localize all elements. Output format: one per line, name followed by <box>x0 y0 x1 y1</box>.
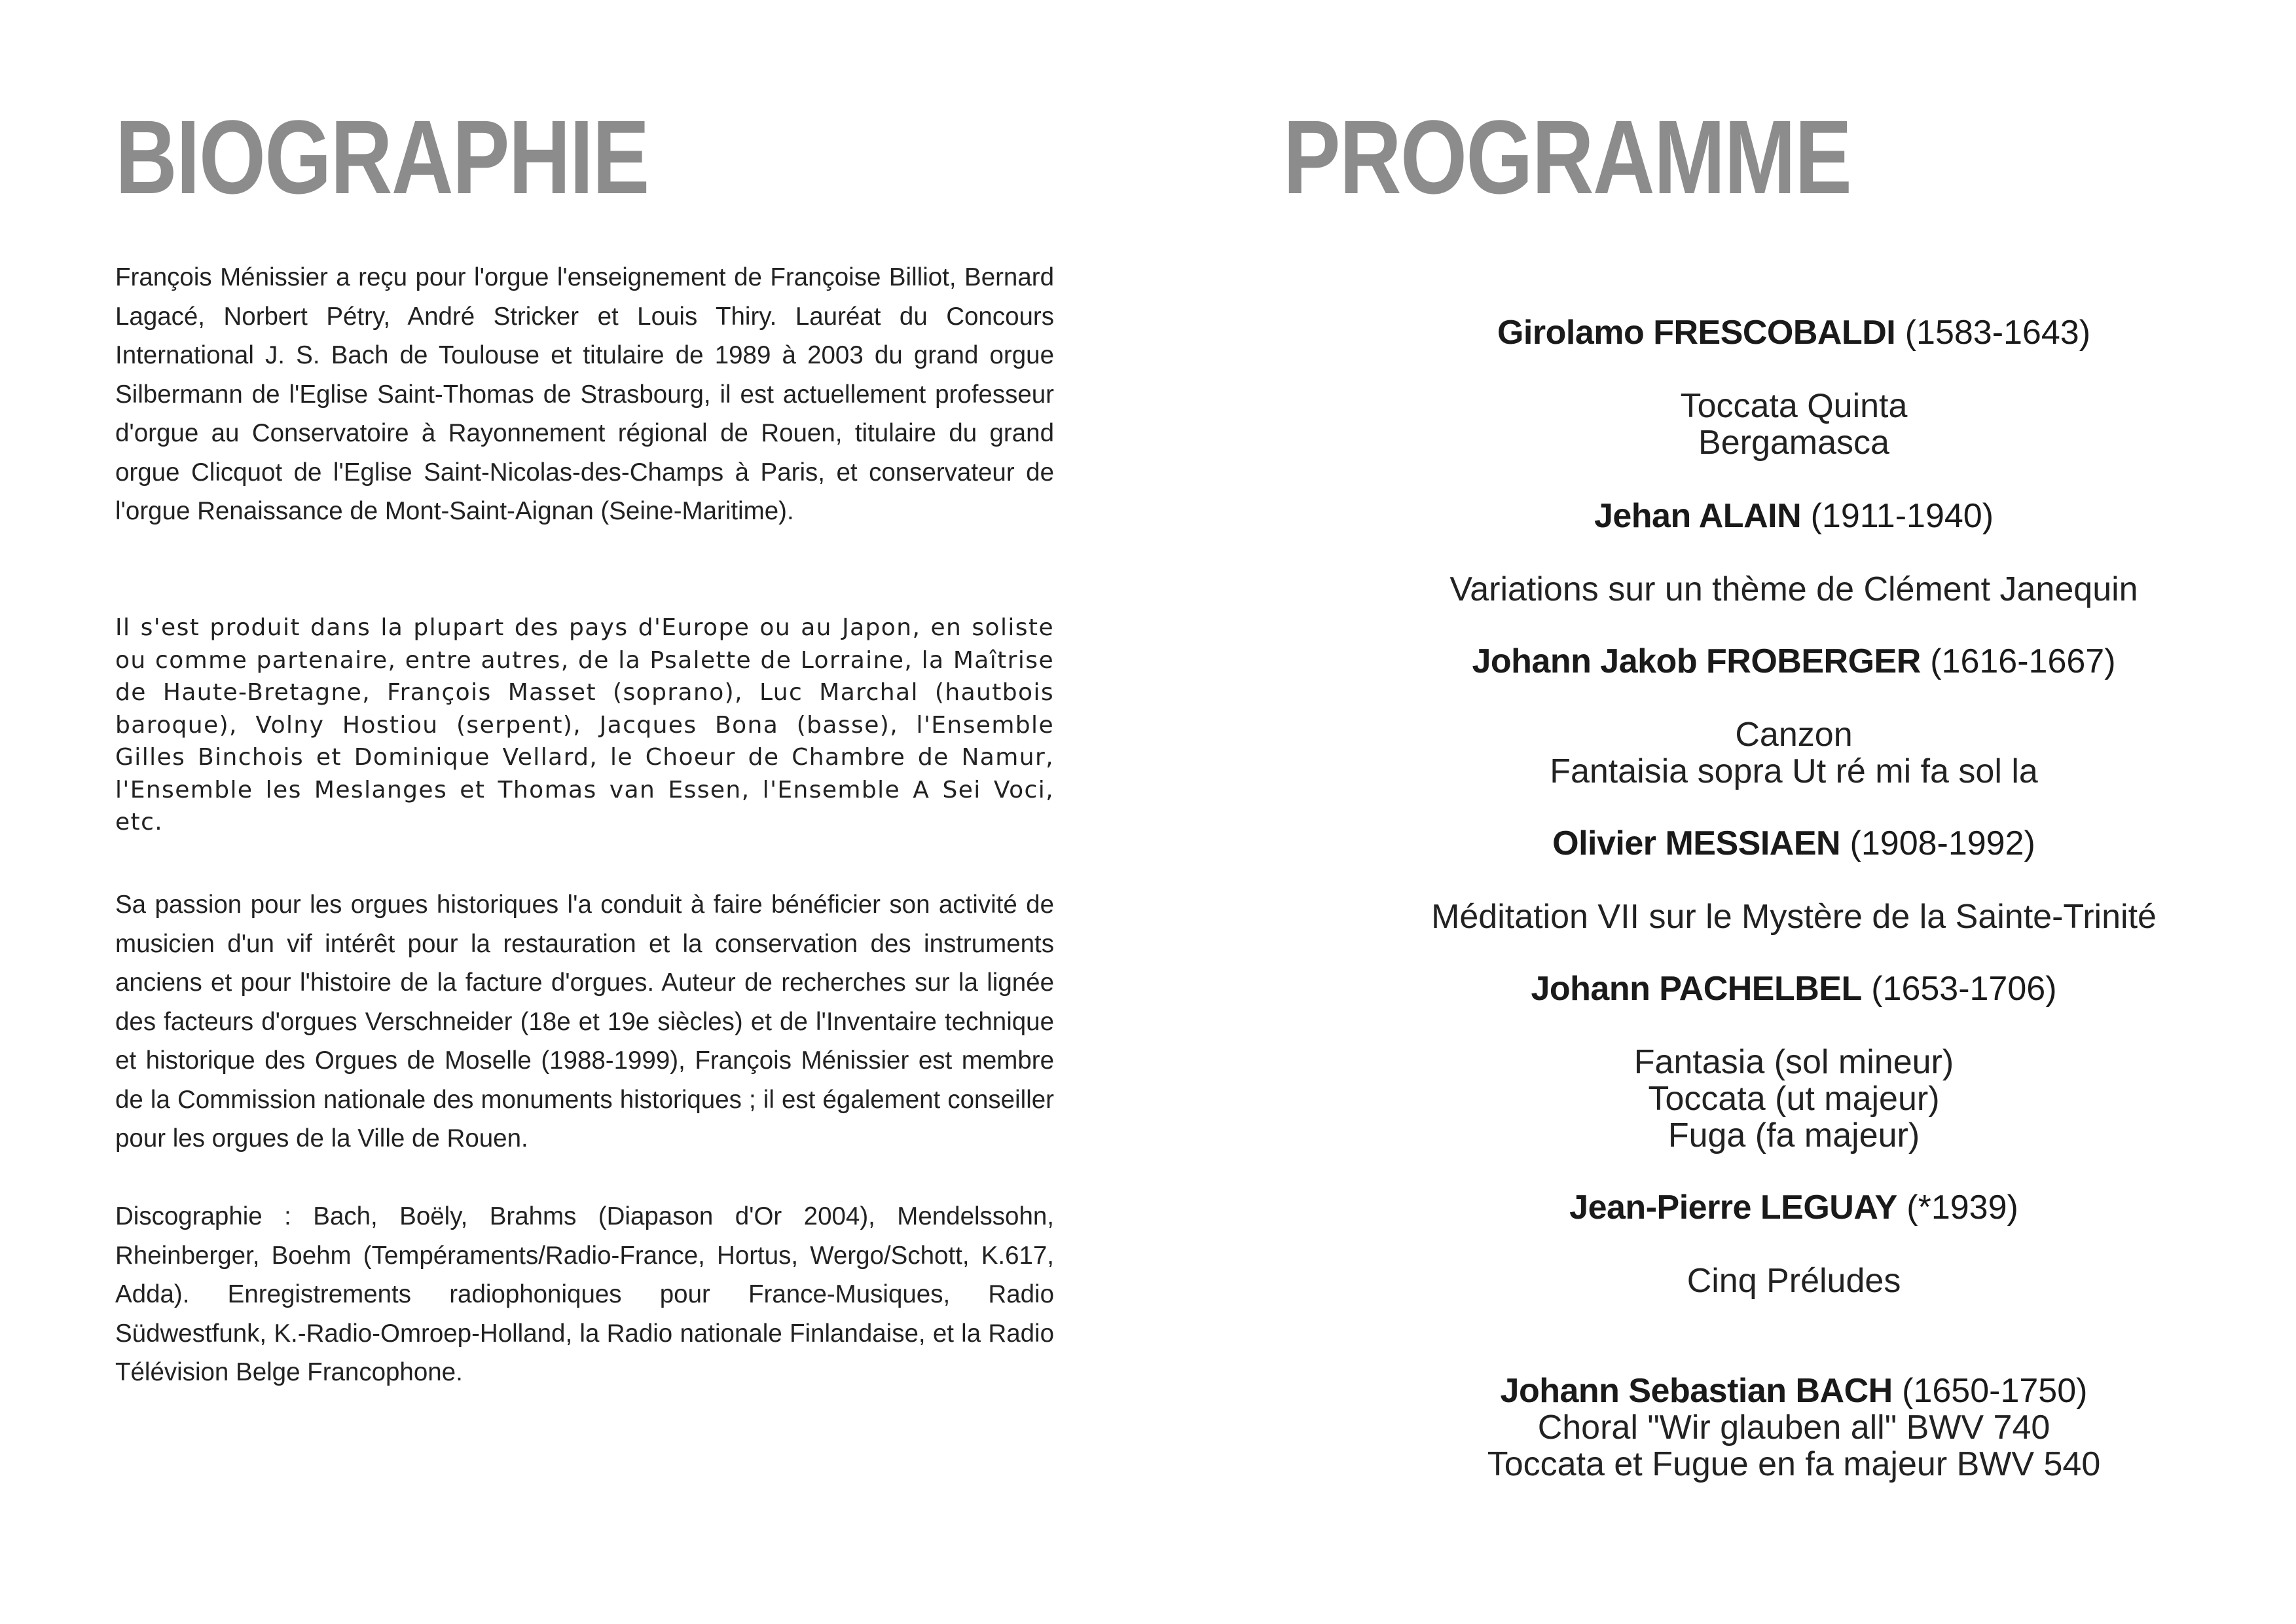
bio-paragraph-text: Sa passion pour les orgues historiques l'a conduit à faire bénéficier son activité de musicien d'un vif intérêt pour la restauration et la conservation des instruments anciens et pour l'histoire de la facture d'orgues. Auteur de recherches sur la lignée des facteurs d'orgues Verschneider (18e et 19e siècles) et de l'Inventaire technique et historique des Orgues de Moselle (1988-1999), François Ménissier est membre de la Commission nationale des monuments historiques ; il est également conseiller pour les orgues de la Ville de Rouen. <box>115 891 1054 1153</box>
programme-entry <box>1362 825 2226 935</box>
bio-paragraph <box>115 885 1054 1158</box>
work-title: Toccata et Fugue en fa majeur BWV 540 <box>1487 1445 2101 1483</box>
work-title: Cinq Préludes <box>1686 1262 1901 1300</box>
work-title: Toccata Quinta <box>1680 387 1908 425</box>
bio-paragraph-text: Il s'est produit dans la plupart des pays d'Europe ou au Japon, en soliste ou comme partenaire, entre autres, de la Psalette de Lorraine, la Maîtrise de Haute-Bretagne, François Masset (soprano), Luc Marchal (hautbois baroque), Volny Hostiou (serpent), Jacques Bona (basse), l'Ensemble Gilles Binchois et Dominique Vellard, le Choeur de Chambre de Namur, l'Ensemble les Meslanges et Thomas van Essen, l'Ensemble A Sei Voci, etc. <box>115 614 1054 836</box>
work-title: Variations sur un thème de Clément Janequin <box>1449 570 2138 608</box>
work-title: Bergamasca <box>1698 424 1889 462</box>
programme-heading: PROGRAMME <box>1283 98 1851 215</box>
bio-paragraph <box>115 258 1054 531</box>
work-title: Canzon <box>1735 716 1853 754</box>
programme-entry <box>1362 498 2226 608</box>
work-title: Fuga (fa majeur) <box>1667 1116 1920 1154</box>
bio-paragraph <box>115 612 1054 839</box>
composer-dates: (1650-1750) <box>1902 1372 2088 1410</box>
bio-paragraph-text: Discographie : Bach, Boëly, Brahms (Diapason d'Or 2004), Mendelssohn, Rheinberger, Boehm (Tempéraments/Radio-France, Hortus, Wergo/Schott, K.617, Adda). Enregistrements radiophoniques pour France-Musiques, Radio Südwestfunk, K.-Radio-Omroep-Holland, la Radio nationale Finlandaise, et la Radio Télévision Belge Francophone. <box>115 1202 1054 1386</box>
composer-name: Jean-Pierre LEGUAY <box>1569 1189 1897 1227</box>
composer-name: Girolamo FRESCOBALDI <box>1497 314 1896 352</box>
work-title: Toccata (ut majeur) <box>1648 1080 1940 1118</box>
programme-entry <box>1362 1373 2226 1483</box>
composer-name: Jehan ALAIN <box>1594 497 1802 535</box>
programme-entry <box>1362 643 2226 790</box>
composer-dates: (1908-1992) <box>1850 824 2035 862</box>
composer-line <box>1362 1373 2226 1409</box>
composer-dates: (1653-1706) <box>1871 970 2057 1008</box>
work-title: Méditation VII sur le Mystère de la Sainte-Trinité <box>1431 898 2157 936</box>
composer-line <box>1362 314 2226 351</box>
composer-dates: (1911-1940) <box>1810 497 1994 535</box>
programme-entry <box>1362 970 2226 1154</box>
composer-name: Johann Sebastian BACH <box>1500 1372 1893 1410</box>
composer-line <box>1362 970 2226 1007</box>
composer-line <box>1362 498 2226 534</box>
work-title: Fantasia (sol mineur) <box>1633 1043 1954 1081</box>
work-title: Choral "Wir glauben all" BWV 740 <box>1537 1409 2050 1447</box>
work-title: Fantaisia sopra Ut ré mi fa sol la <box>1550 752 2038 790</box>
composer-line <box>1362 643 2226 680</box>
bio-paragraph <box>115 1197 1054 1392</box>
composer-dates: (*1939) <box>1906 1189 2018 1227</box>
programme-entry <box>1362 1189 2226 1299</box>
composer-dates: (1616-1667) <box>1930 642 2116 680</box>
programme-entry <box>1362 314 2226 461</box>
biographie-heading: BIOGRAPHIE <box>115 98 649 215</box>
composer-line <box>1362 825 2226 862</box>
composer-line <box>1362 1189 2226 1226</box>
composer-name: Olivier MESSIAEN <box>1552 824 1841 862</box>
composer-name: Johann Jakob FROBERGER <box>1472 642 1921 680</box>
composer-name: Johann PACHELBEL <box>1531 970 1862 1008</box>
composer-dates: (1583-1643) <box>1904 314 2091 352</box>
bio-paragraph-text: François Ménissier a reçu pour l'orgue l'enseignement de Françoise Billiot, Bernard Lagacé, Norbert Pétry, André Stricker et Louis Thiry. Lauréat du Concours International J. S. Bach de Toulouse et titulaire de 1989 à 2003 du grand orgue Silbermann de l'Eglise Saint-Thomas de Strasbourg, il est actuellement professeur d'orgue au Conservatoire à Rayonnement régional de Rouen, titulaire du grand orgue Clicquot de l'Eglise Saint-Nicolas-des-Champs à Paris, et conservateur de l'orgue Renaissance de Mont-Saint-Aignan (Seine-Maritime). <box>115 263 1054 525</box>
